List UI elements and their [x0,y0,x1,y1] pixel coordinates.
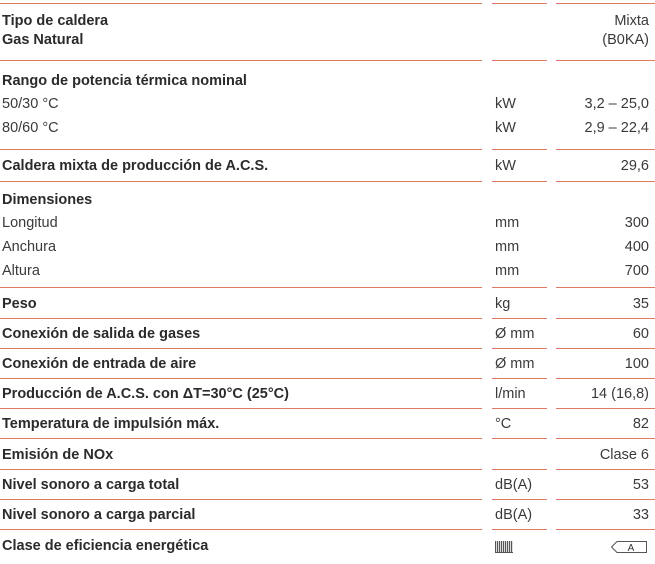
row-label: Gas Natural [2,32,84,48]
row-value: 400 [624,239,649,255]
separator [556,469,655,470]
separator [0,499,482,500]
row-label: Tipo de caldera [2,13,109,29]
row-label: Conexión de salida de gases [2,326,201,342]
separator [556,408,655,409]
row-label: Producción de A.C.S. con ΔT=30°C (25°C) [2,386,289,402]
separator [556,499,655,500]
row-unit: Ø mm [495,356,535,372]
row-value: 3,2 – 25,0 [584,96,649,112]
row-unit: dB(A) [495,507,533,523]
row-unit: kg [495,296,511,312]
row-value: 700 [624,263,649,279]
separator [0,181,482,182]
separator [556,529,655,530]
separator [0,348,482,349]
row-value: 82 [632,416,649,432]
separator [556,348,655,349]
row-label: Conexión de entrada de aire [2,356,197,372]
separator [492,348,547,349]
separator [492,499,547,500]
row-unit: mm [495,239,520,255]
row-value: 14 (16,8) [590,386,649,402]
row-value: 35 [632,296,649,312]
separator [556,149,655,150]
row-value: Mixta [614,13,649,29]
separator [0,318,482,319]
separator [492,60,547,61]
row-label: Peso [2,296,37,312]
separator [556,438,655,439]
energy-class-letter: A [627,543,635,553]
separator [556,181,655,182]
row-label: 50/30 °C [2,96,59,112]
separator [0,469,482,470]
separator [0,149,482,150]
energy-class-badge [611,541,647,553]
row-value: 33 [632,507,649,523]
row-unit: °C [495,416,512,432]
row-unit: Ø mm [495,326,535,342]
separator [492,529,547,530]
separator [556,287,655,288]
row-label: 80/60 °C [2,120,59,136]
row-label: Anchura [2,239,57,255]
separator [492,469,547,470]
row-value: 2,9 – 22,4 [584,120,649,136]
separator [0,287,482,288]
separator [0,60,482,61]
separator [0,529,482,530]
separator [492,378,547,379]
row-unit: dB(A) [495,477,533,493]
row-value: (B0KA) [602,32,649,48]
separator [492,438,547,439]
separator [556,318,655,319]
row-value: 300 [624,215,649,231]
row-unit: mm [495,215,520,231]
section-heading: Rango de potencia térmica nominal [2,73,247,89]
row-value: 100 [624,356,649,372]
row-unit: kW [495,120,516,136]
separator [492,3,547,4]
separator [0,438,482,439]
separator [492,408,547,409]
row-unit: mm [495,263,520,279]
row-label: Clase de eficiencia energética [2,538,209,554]
separator [556,60,655,61]
row-label: Longitud [2,215,58,231]
row-unit: kW [495,158,516,174]
row-label: Nivel sonoro a carga total [2,477,180,493]
row-label: Altura [2,263,40,279]
separator [492,318,547,319]
row-label: Emisión de NOx [2,447,114,463]
row-value: 29,6 [620,158,649,174]
section-heading: Dimensiones [2,192,93,208]
row-unit: l/min [495,386,526,402]
row-value: 53 [632,477,649,493]
row-label: Nivel sonoro a carga parcial [2,507,196,523]
separator [492,287,547,288]
row-value: Clase 6 [599,447,649,463]
separator [556,3,655,4]
separator [492,181,547,182]
separator [0,408,482,409]
energy-scale-icon [495,541,515,553]
separator [492,149,547,150]
row-label: Temperatura de impulsión máx. [2,416,220,432]
row-unit: kW [495,96,516,112]
separator [0,378,482,379]
separator [556,378,655,379]
row-value: 60 [632,326,649,342]
row-label: Caldera mixta de producción de A.C.S. [2,158,269,174]
separator [0,3,482,4]
